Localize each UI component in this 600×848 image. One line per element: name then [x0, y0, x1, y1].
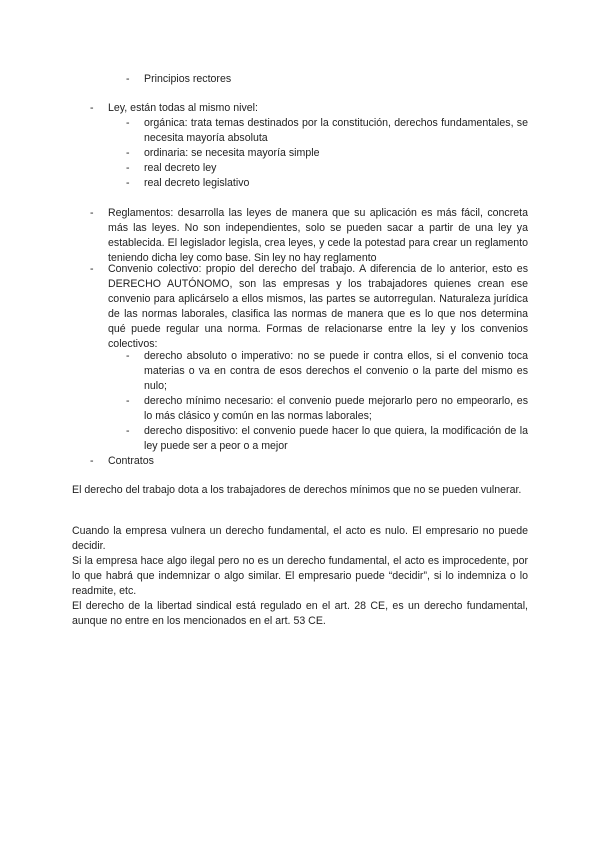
list-item-derecho-absoluto: [126, 349, 528, 394]
paragraph-derecho-fundamental-nulo: Cuando la empresa vulnera un derecho fundamental, el acto es nulo. El empresario no puede decidir.: [72, 525, 528, 552]
list-item-derecho-minimo: [126, 394, 528, 424]
paragraph-libertad-sindical: El derecho de la libertad sindical está regulado en el art. 28 CE, es un derecho fundamental, aunque no entre en los mencionados en el art. 53 CE.: [72, 600, 528, 627]
list-item-text: Convenio colectivo: propio del derecho del trabajo. A diferencia de lo anterior, esto es DERECHO AUTÓNOMO, son las empresas y los trabajadores quienes crean ese convenio para aplicárselo a ellos mismos, las partes se autorregulan. Naturaleza jurídica de las normas laborales, clasifica las normas de manera que es lo que nos determina qué puede regular una norma. Formas de relacionarse entre la ley y los convenios colectivos:: [108, 263, 528, 350]
list-item-real-decreto-legislativo: [126, 176, 528, 191]
bullet-dash: -: [90, 455, 94, 467]
list-item-text: Ley, están todas al mismo nivel:: [108, 102, 258, 114]
bullet-dash: -: [126, 177, 130, 189]
bullet-dash: -: [126, 162, 130, 174]
list-item-text: derecho dispositivo: el convenio puede hacer lo que quiera, la modificación de la ley puede ser a peor o a mejor: [144, 425, 528, 452]
list-item-text: ordinaria: se necesita mayoría simple: [144, 147, 320, 159]
list-item-derecho-dispositivo: [126, 424, 528, 454]
list-item-text: Contratos: [108, 455, 154, 467]
bullet-dash: -: [126, 147, 130, 159]
bullet-dash: -: [126, 350, 130, 362]
bullet-dash: -: [90, 102, 94, 114]
bullet-dash: -: [126, 425, 130, 437]
paragraph-acto-improcedente: Si la empresa hace algo ilegal pero no es un derecho fundamental, el acto es improcedente, por lo que habrá que indemnizar o algo similar. El empresario puede “decidir”, si lo indemniza o lo readmite, etc.: [72, 555, 528, 597]
list-item-text: Reglamentos: desarrolla las leyes de manera que su aplicación es más fácil, concreta más las leyes. No son independientes, solo se pueden sacar a partir de una ley ya establecida. El legislador legisla, crea leyes, y cede la potestad para crear un reglamento teniendo dicha ley como base. Sin ley no hay reglamento: [108, 207, 528, 264]
list-item-text: derecho mínimo necesario: el convenio puede mejorarlo pero no empeorarlo, es lo más clásico y común en las normas laborales;: [144, 395, 528, 422]
list-item-text: orgánica: trata temas destinados por la constitución, derechos fundamentales, se necesita mayoría absoluta: [144, 117, 528, 144]
bullet-dash: -: [126, 73, 130, 85]
list-item-convenio-colectivo: [90, 262, 528, 352]
list-item-real-decreto-ley: [126, 161, 528, 176]
paragraph-derechos-minimos: El derecho del trabajo dota a los trabajadores de derechos mínimos que no se pueden vulnerar.: [72, 484, 522, 496]
list-item-principios-rectores: [126, 72, 528, 87]
bullet-dash: -: [90, 207, 94, 219]
list-item-text: derecho absoluto o imperativo: no se puede ir contra ellos, si el convenio toca materias o va en contra de esos derechos el convenio o la parte del mismo es nulo;: [144, 350, 528, 392]
list-item-ley: [90, 101, 528, 116]
list-item-contratos: [90, 454, 528, 469]
list-item-text: Principios rectores: [144, 73, 232, 85]
list-item-text: real decreto legislativo: [144, 177, 250, 189]
list-item-reglamentos: [90, 206, 528, 266]
bullet-dash: -: [90, 263, 94, 275]
bullet-dash: -: [126, 395, 130, 407]
list-item-text: real decreto ley: [144, 162, 217, 174]
bullet-dash: -: [126, 117, 130, 129]
list-item-organica: [126, 116, 528, 146]
list-item-ordinaria: [126, 146, 528, 161]
